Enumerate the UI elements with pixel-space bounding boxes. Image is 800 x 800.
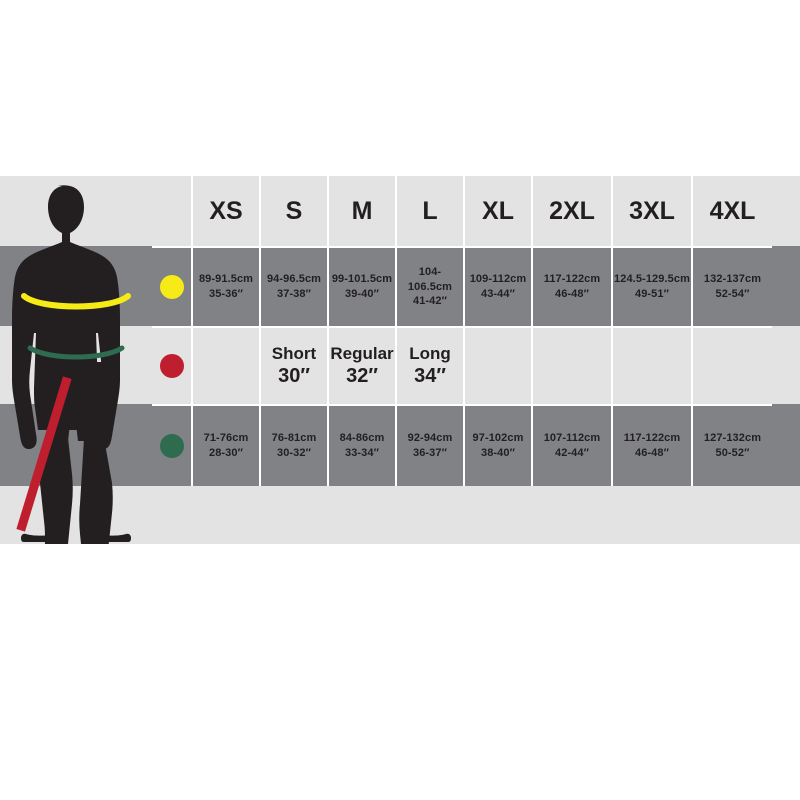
size-header-l: L [396, 176, 464, 247]
leg-m-label: Regular [330, 343, 394, 363]
table-header-row [152, 176, 772, 247]
chest-l-cm: 104-106.5cm [407, 265, 453, 293]
waist-3xl-in: 46-48″ [634, 447, 669, 459]
size-chart-table [152, 176, 772, 486]
waist-cell-4xl [692, 405, 772, 486]
leg-s-value: 30″ [278, 365, 310, 388]
header-dot-spacer [152, 176, 192, 247]
waist-2xl-cm: 107-112cm [543, 432, 601, 445]
chest-cell-s [260, 247, 328, 327]
waist-4xl-in: 50-52″ [715, 447, 750, 459]
chest-m-cm: 99-101.5cm [331, 273, 393, 286]
chest-m-in: 39-40″ [344, 288, 379, 300]
chest-4xl-in: 52-54″ [715, 288, 750, 300]
size-header-2xl: 2XL [532, 176, 612, 247]
waist-l-in: 36-37″ [412, 447, 447, 459]
size-header-xl: XL [464, 176, 532, 247]
waist-s-in: 30-32″ [276, 447, 311, 459]
waist-cell-xl [464, 405, 532, 486]
chest-3xl-cm: 124.5-129.5cm [614, 273, 690, 286]
leg-cell-2xl [532, 327, 612, 405]
chest-cell-2xl [532, 247, 612, 327]
waist-xs-cm: 71-76cm [203, 432, 249, 445]
chest-4xl-cm: 132-137cm [703, 273, 762, 286]
table-row-chest [152, 247, 772, 327]
waist-m-in: 33-34″ [344, 447, 379, 459]
leg-l-value: 34″ [414, 365, 446, 388]
leg-s-label: Short [271, 343, 317, 363]
waist-2xl-in: 42-44″ [554, 447, 589, 459]
chest-xl-cm: 109-112cm [469, 273, 527, 286]
waist-l-cm: 92-94cm [407, 432, 453, 445]
chest-cell-l [396, 247, 464, 327]
waist-cell-xs [192, 405, 260, 486]
leg-cell-xs [192, 327, 260, 405]
leg-dot-icon [160, 354, 184, 378]
size-header-3xl: 3XL [612, 176, 692, 247]
leg-cell-xl [464, 327, 532, 405]
table-row-waist [152, 405, 772, 486]
waist-cell-l [396, 405, 464, 486]
table-row-leg-length [152, 327, 772, 405]
chest-s-cm: 94-96.5cm [266, 273, 322, 286]
chest-l-in: 41-42″ [412, 295, 447, 308]
leg-m-value: 32″ [346, 365, 378, 388]
waist-s-cm: 76-81cm [271, 432, 317, 445]
chest-cell-3xl [612, 247, 692, 327]
leg-l-label: Long [409, 343, 451, 363]
size-header-m: M [328, 176, 396, 247]
waist-dot-icon [160, 434, 184, 458]
leg-dot-cell [152, 327, 192, 405]
waist-cell-s [260, 405, 328, 486]
chest-cell-xs [192, 247, 260, 327]
chest-2xl-cm: 117-122cm [543, 273, 601, 286]
waist-xs-in: 28-30″ [208, 447, 243, 459]
size-header-xs: XS [192, 176, 260, 247]
leg-cell-3xl [612, 327, 692, 405]
waist-3xl-cm: 117-122cm [623, 432, 681, 445]
waist-4xl-cm: 127-132cm [703, 432, 762, 445]
chest-xs-in: 35-36″ [208, 288, 243, 300]
leg-cell-l [396, 327, 464, 405]
chest-cell-xl [464, 247, 532, 327]
chest-s-in: 37-38″ [276, 288, 311, 300]
waist-m-cm: 84-86cm [339, 432, 385, 445]
chest-cell-m [328, 247, 396, 327]
size-header-4xl: 4XL [692, 176, 772, 247]
waist-cell-m [328, 405, 396, 486]
leg-cell-4xl [692, 327, 772, 405]
waist-dot-cell [152, 405, 192, 486]
size-header-s: S [260, 176, 328, 247]
chest-dot-icon [160, 275, 184, 299]
chest-cell-4xl [692, 247, 772, 327]
waist-xl-cm: 97-102cm [472, 432, 524, 445]
chest-3xl-in: 49-51″ [634, 288, 669, 300]
chest-2xl-in: 46-48″ [554, 288, 589, 300]
waist-cell-2xl [532, 405, 612, 486]
body-silhouette [0, 176, 152, 544]
leg-cell-m [328, 327, 396, 405]
chest-xs-cm: 89-91.5cm [198, 273, 254, 286]
chest-xl-in: 43-44″ [480, 288, 515, 300]
waist-xl-in: 38-40″ [480, 447, 515, 459]
leg-cell-s [260, 327, 328, 405]
waist-cell-3xl [612, 405, 692, 486]
chest-dot-cell [152, 247, 192, 327]
